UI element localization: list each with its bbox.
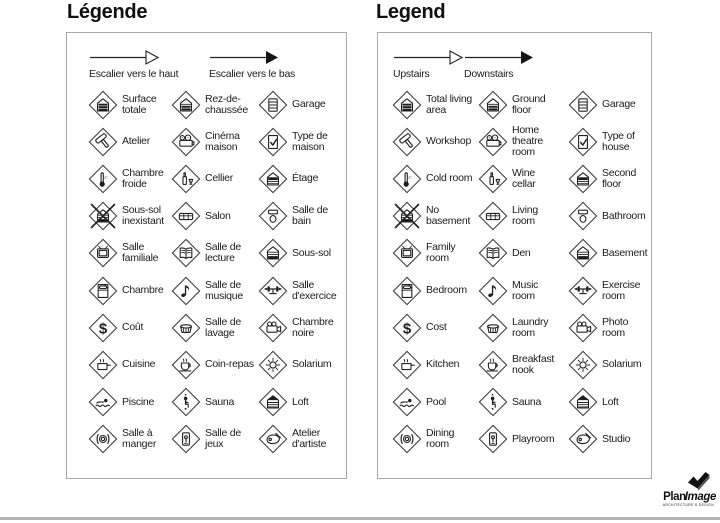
bed-icon <box>392 276 422 306</box>
legend-item-label: Dining room <box>426 427 455 451</box>
legend-item-label: Coin-repas <box>205 358 254 371</box>
legend-item-label: Salle de bain <box>292 204 328 228</box>
page-title-english: Legend <box>376 1 446 23</box>
swimmer-icon <box>88 387 118 417</box>
legend-panel-english <box>377 32 652 479</box>
legend-item-label: Exercise room <box>602 278 641 302</box>
stairs-up-arrow <box>89 49 179 80</box>
legend-item-label: Cellier <box>205 172 234 185</box>
legend-item <box>568 123 653 160</box>
no-basement-icon <box>88 201 118 231</box>
ground-floor-icon <box>478 90 508 120</box>
open-book-icon <box>171 238 201 268</box>
stairs-down-label: Escalier vers le bas <box>209 68 296 80</box>
legend-item <box>258 272 348 309</box>
house-total-icon <box>392 90 422 120</box>
music-note-icon <box>171 276 201 306</box>
legend-item-label: Salle d'exercice <box>292 278 337 302</box>
legend-item <box>88 86 171 123</box>
legend-item <box>478 235 568 272</box>
legend-item-label: Sous-sol inexistant <box>122 204 164 228</box>
legend-item <box>88 384 171 421</box>
legend-item <box>88 160 171 197</box>
dollar-icon <box>88 313 118 343</box>
legend-item <box>258 235 348 272</box>
legend-item-label: Playroom <box>512 432 555 445</box>
legend-item-label: Studio <box>602 432 631 445</box>
legend-item-label: Garage <box>292 98 326 111</box>
legend-item-label: Cost <box>426 321 447 334</box>
sofa-icon <box>478 201 508 231</box>
stairs-up-label: Upstairs <box>393 68 430 80</box>
stairs-up-label: Escalier vers le haut <box>89 68 179 80</box>
second-floor-icon <box>568 164 598 194</box>
legend-item <box>478 421 568 458</box>
legend-item <box>88 123 171 160</box>
legend-item-label: Salle à manger <box>122 427 157 451</box>
legend-item-label: Music room <box>512 278 539 302</box>
legend-item-label: Salle de jeux <box>205 427 241 451</box>
palette-icon <box>258 424 288 454</box>
legend-item <box>88 198 171 235</box>
planimage-brand <box>646 492 716 503</box>
play-door-icon <box>171 424 201 454</box>
legend-item <box>568 160 653 197</box>
legend-item-label: Sauna <box>512 395 542 408</box>
legend-item-label: Cinéma maison <box>205 129 240 153</box>
legend-item <box>258 384 348 421</box>
planimage-check-icon <box>686 472 710 492</box>
legend-item <box>88 235 171 272</box>
legend-item <box>171 160 258 197</box>
legend-item-label: Salon <box>205 209 231 222</box>
legend-item <box>258 309 348 346</box>
legend-item <box>392 272 478 309</box>
legend-item <box>171 309 258 346</box>
sun-icon <box>568 350 598 380</box>
arrow-up-icon <box>89 49 159 66</box>
legend-item-label: Salle de musique <box>205 278 243 302</box>
hammer-icon <box>392 127 422 157</box>
legend-grid-english <box>392 86 653 458</box>
checklist-icon <box>568 127 598 157</box>
legend-item-label: Type de maison <box>292 129 328 153</box>
legend-item-label: Second floor <box>602 166 637 190</box>
legend-item-label: Atelier <box>122 135 151 148</box>
legend-item-label: Type of house <box>602 129 635 153</box>
legend-item <box>171 198 258 235</box>
dinner-plate-icon <box>392 424 422 454</box>
legend-item <box>171 86 258 123</box>
legend-item-label: Workshop <box>426 135 472 148</box>
arrow-down-icon <box>464 49 534 66</box>
dollar-icon <box>392 313 422 343</box>
tv-icon <box>88 238 118 268</box>
thermometer-icon <box>392 164 422 194</box>
coffee-cup-icon <box>478 350 508 380</box>
legend-item <box>568 421 653 458</box>
legend-item <box>568 198 653 235</box>
legend-item-label: Ground floor <box>512 92 546 116</box>
legend-item-label: Laundry room <box>512 315 549 339</box>
projector-icon <box>171 127 201 157</box>
ground-floor-icon <box>171 90 201 120</box>
legend-item-label: Solarium <box>292 358 332 371</box>
wine-bottle-icon <box>171 164 201 194</box>
legend-item-label: Sous-sol <box>292 246 331 259</box>
toilet-icon <box>258 201 288 231</box>
wine-bottle-icon <box>478 164 508 194</box>
toilet-icon <box>568 201 598 231</box>
legend-item-label: Basement <box>602 246 648 259</box>
legend-item <box>392 421 478 458</box>
legend-item-label: No basement <box>426 204 471 228</box>
legend-item-label: Rez-de-chaussée <box>205 92 248 116</box>
legend-item-label: Surface totale <box>122 92 157 116</box>
legend-item <box>568 235 653 272</box>
legend-item-label: Solarium <box>602 358 642 371</box>
legend-item-label: Photo room <box>602 315 629 339</box>
cooking-pot-icon <box>88 350 118 380</box>
loft-roof-icon <box>568 387 598 417</box>
open-book-icon <box>478 238 508 268</box>
brand-plan: Plan <box>663 491 686 503</box>
legend-panel-french <box>66 32 347 479</box>
legend-item <box>171 346 258 383</box>
sauna-person-icon <box>171 387 201 417</box>
legend-item-label: Loft <box>602 395 619 408</box>
legend-item-label: Kitchen <box>426 358 460 371</box>
legend-item-label: Piscine <box>122 395 155 408</box>
arrow-up-icon <box>393 49 463 66</box>
play-door-icon <box>478 424 508 454</box>
barbell-icon <box>258 276 288 306</box>
sauna-person-icon <box>478 387 508 417</box>
checklist-icon <box>258 127 288 157</box>
music-note-icon <box>478 276 508 306</box>
legend-item-label: Garage <box>602 98 636 111</box>
legend-item <box>478 198 568 235</box>
legend-item <box>568 346 653 383</box>
legend-item <box>258 346 348 383</box>
legend-item <box>478 272 568 309</box>
legend-item-label: Chambre <box>122 284 164 297</box>
legend-item-label: Family room <box>426 241 456 265</box>
projector-icon <box>478 127 508 157</box>
legend-item-label: Total living area <box>426 92 473 116</box>
planimage-logo <box>646 472 716 507</box>
planimage-tagline: ARCHITECTURE & DESIGN <box>662 503 714 507</box>
garage-door-icon <box>258 90 288 120</box>
legend-item-label: Bedroom <box>426 284 467 297</box>
legend-item-label: Atelier d'artiste <box>292 427 327 451</box>
legend-item-label: Salle familiale <box>122 241 159 265</box>
legend-item-label: Étage <box>292 172 319 185</box>
coffee-cup-icon <box>171 350 201 380</box>
legend-item <box>171 235 258 272</box>
legend-item <box>392 346 478 383</box>
legend-item <box>258 86 348 123</box>
legend-item-label: Pool <box>426 395 447 408</box>
legend-item <box>392 309 478 346</box>
barbell-icon <box>568 276 598 306</box>
legend-item-label: Salle de lavage <box>205 315 241 339</box>
legend-item-label: Cuisine <box>122 358 156 371</box>
legend-item <box>258 160 348 197</box>
legend-item-label: Wine cellar <box>512 166 536 190</box>
legend-item-label: Cold room <box>426 172 473 185</box>
legend-item <box>171 272 258 309</box>
legend-item <box>171 421 258 458</box>
legend-item <box>478 346 568 383</box>
laundry-basket-icon <box>478 313 508 343</box>
second-floor-icon <box>258 164 288 194</box>
legend-item <box>88 272 171 309</box>
legend-item-label: Loft <box>292 395 309 408</box>
legend-item <box>568 384 653 421</box>
laundry-basket-icon <box>171 313 201 343</box>
legend-item <box>568 309 653 346</box>
basement-icon <box>258 238 288 268</box>
brand-image: Image <box>684 491 716 503</box>
legend-item-label: Chambre froide <box>122 166 164 190</box>
legend-item-label: Coût <box>122 321 144 334</box>
legend-item-label: Breakfast nook <box>512 352 555 376</box>
legend-item <box>392 235 478 272</box>
legend-item-label: Den <box>512 246 531 259</box>
garage-door-icon <box>568 90 598 120</box>
legend-item-label: Living room <box>512 204 538 228</box>
legend-item <box>392 198 478 235</box>
legend-item <box>392 160 478 197</box>
legend-item <box>478 309 568 346</box>
legend-item <box>88 346 171 383</box>
no-basement-icon <box>392 201 422 231</box>
legend-item <box>258 421 348 458</box>
hammer-icon <box>88 127 118 157</box>
legend-item <box>88 421 171 458</box>
page-title-french: Légende <box>67 1 148 23</box>
legend-item <box>478 86 568 123</box>
palette-icon <box>568 424 598 454</box>
legend-item <box>478 123 568 160</box>
stairs-up-arrow <box>393 49 463 80</box>
legend-item <box>258 198 348 235</box>
legend-item <box>392 86 478 123</box>
dinner-plate-icon <box>88 424 118 454</box>
loft-roof-icon <box>258 387 288 417</box>
legend-item-label: Bathroom <box>602 209 646 222</box>
movie-camera-icon <box>258 313 288 343</box>
bed-icon <box>88 276 118 306</box>
movie-camera-icon <box>568 313 598 343</box>
tv-icon <box>392 238 422 268</box>
legend-item <box>171 384 258 421</box>
legend-item-label: Salle de lecture <box>205 241 241 265</box>
legend-grid-french <box>88 86 348 458</box>
house-total-icon <box>88 90 118 120</box>
stairs-down-arrow <box>464 49 534 80</box>
swimmer-icon <box>392 387 422 417</box>
stairs-down-arrow <box>209 49 296 80</box>
legend-item <box>478 160 568 197</box>
legend-item <box>478 384 568 421</box>
legend-item <box>392 123 478 160</box>
sun-icon <box>258 350 288 380</box>
legend-item <box>392 384 478 421</box>
legend-item-label: Sauna <box>205 395 235 408</box>
arrow-down-icon <box>209 49 279 66</box>
legend-item <box>568 86 653 123</box>
basement-icon <box>568 238 598 268</box>
legend-item <box>258 123 348 160</box>
legend-item <box>568 272 653 309</box>
bottom-divider <box>0 517 720 520</box>
legend-item-label: Chambre noire <box>292 315 334 339</box>
thermometer-icon <box>88 164 118 194</box>
legend-item-label: Home theatre room <box>512 124 543 159</box>
cooking-pot-icon <box>392 350 422 380</box>
legend-item <box>88 309 171 346</box>
stairs-down-label: Downstairs <box>464 68 514 80</box>
sofa-icon <box>171 201 201 231</box>
legend-item <box>171 123 258 160</box>
